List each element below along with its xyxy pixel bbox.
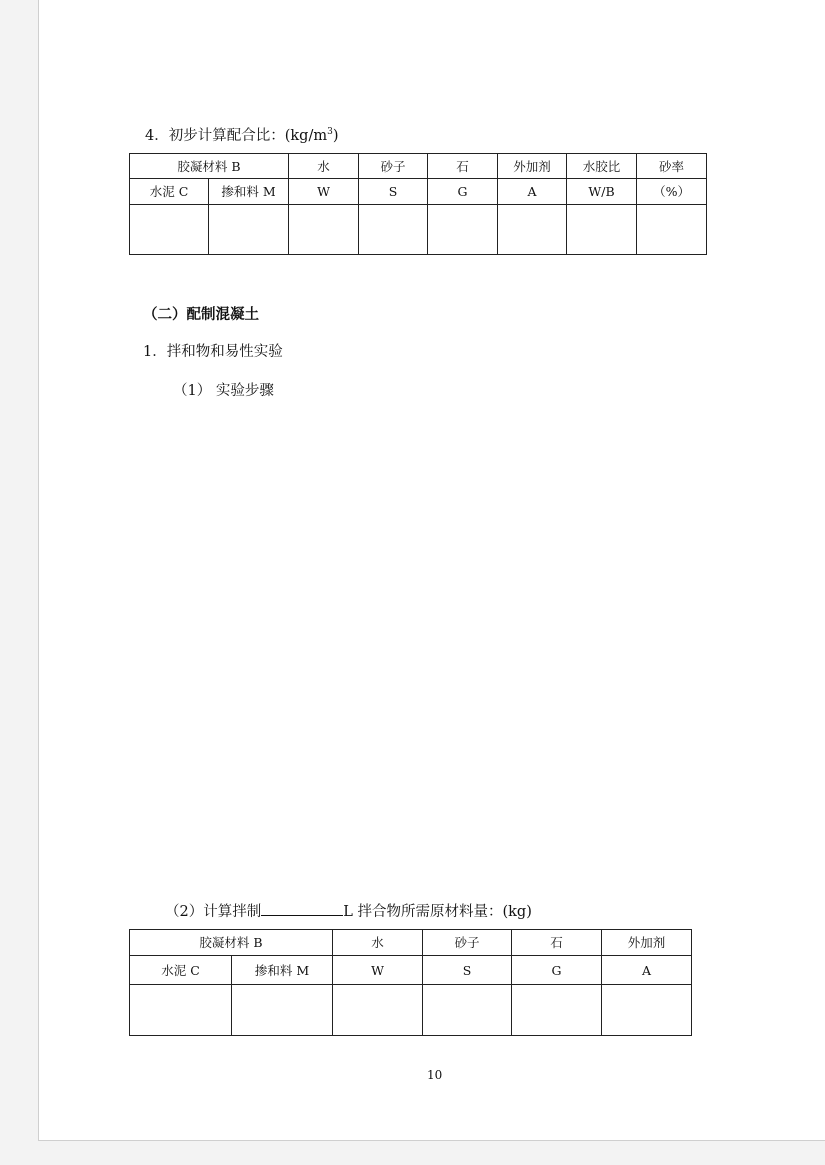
mix-ratio-table	[129, 153, 707, 255]
step-1-title: （1） 实验步骤	[173, 383, 274, 399]
water-binder-ratio-header: 水胶比	[567, 154, 637, 179]
value-cell[interactable]	[602, 985, 692, 1036]
water-binder-ratio-symbol: W/B	[567, 179, 637, 205]
page-number: 10	[427, 1068, 443, 1082]
value-cell[interactable]	[289, 205, 359, 255]
water-header: 水	[333, 930, 423, 956]
volume-blank[interactable]	[261, 901, 343, 916]
value-cell[interactable]	[209, 205, 289, 255]
binder-header: 胶凝材料 B	[130, 154, 289, 179]
sand-header: 砂子	[423, 930, 512, 956]
stone-header: 石	[428, 154, 498, 179]
sand-header: 砂子	[359, 154, 428, 179]
value-cell[interactable]	[567, 205, 637, 255]
admixture-header: 掺和料 M	[232, 956, 333, 985]
additive-symbol: A	[498, 179, 567, 205]
additive-symbol: A	[602, 956, 692, 985]
sand-symbol: S	[359, 179, 428, 205]
value-cell[interactable]	[359, 205, 428, 255]
additive-header: 外加剂	[602, 930, 692, 956]
value-cell[interactable]	[498, 205, 567, 255]
value-cell[interactable]	[130, 205, 209, 255]
admixture-header: 掺和料 M	[209, 179, 289, 205]
water-symbol: W	[289, 179, 359, 205]
section-4-title: 4．初步计算配合比：$(kg/m^3)$	[145, 127, 339, 144]
section-two-heading: （二）配制混凝土	[143, 306, 259, 323]
cement-header: 水泥 C	[130, 179, 209, 205]
item-1-title: 1．拌和物和易性实验	[143, 344, 283, 360]
sand-symbol: S	[423, 956, 512, 985]
value-cell[interactable]	[428, 205, 498, 255]
value-cell[interactable]	[130, 985, 232, 1036]
stone-symbol: G	[428, 179, 498, 205]
binder-header: 胶凝材料 B	[130, 930, 333, 956]
step-2-title: （2）计算拌制 L 拌合物所需原材料量：(kg)	[165, 900, 532, 921]
water-symbol: W	[333, 956, 423, 985]
sand-rate-symbol: （%）	[637, 179, 707, 205]
value-cell[interactable]	[423, 985, 512, 1036]
material-amount-table	[129, 929, 692, 1036]
value-cell[interactable]	[232, 985, 333, 1036]
value-cell[interactable]	[512, 985, 602, 1036]
stone-header: 石	[512, 930, 602, 956]
document-page	[38, 0, 825, 1141]
water-header: 水	[289, 154, 359, 179]
stone-symbol: G	[512, 956, 602, 985]
value-cell[interactable]	[333, 985, 423, 1036]
value-cell[interactable]	[637, 205, 707, 255]
cement-header: 水泥 C	[130, 956, 232, 985]
sand-rate-header: 砂率	[637, 154, 707, 179]
additive-header: 外加剂	[498, 154, 567, 179]
